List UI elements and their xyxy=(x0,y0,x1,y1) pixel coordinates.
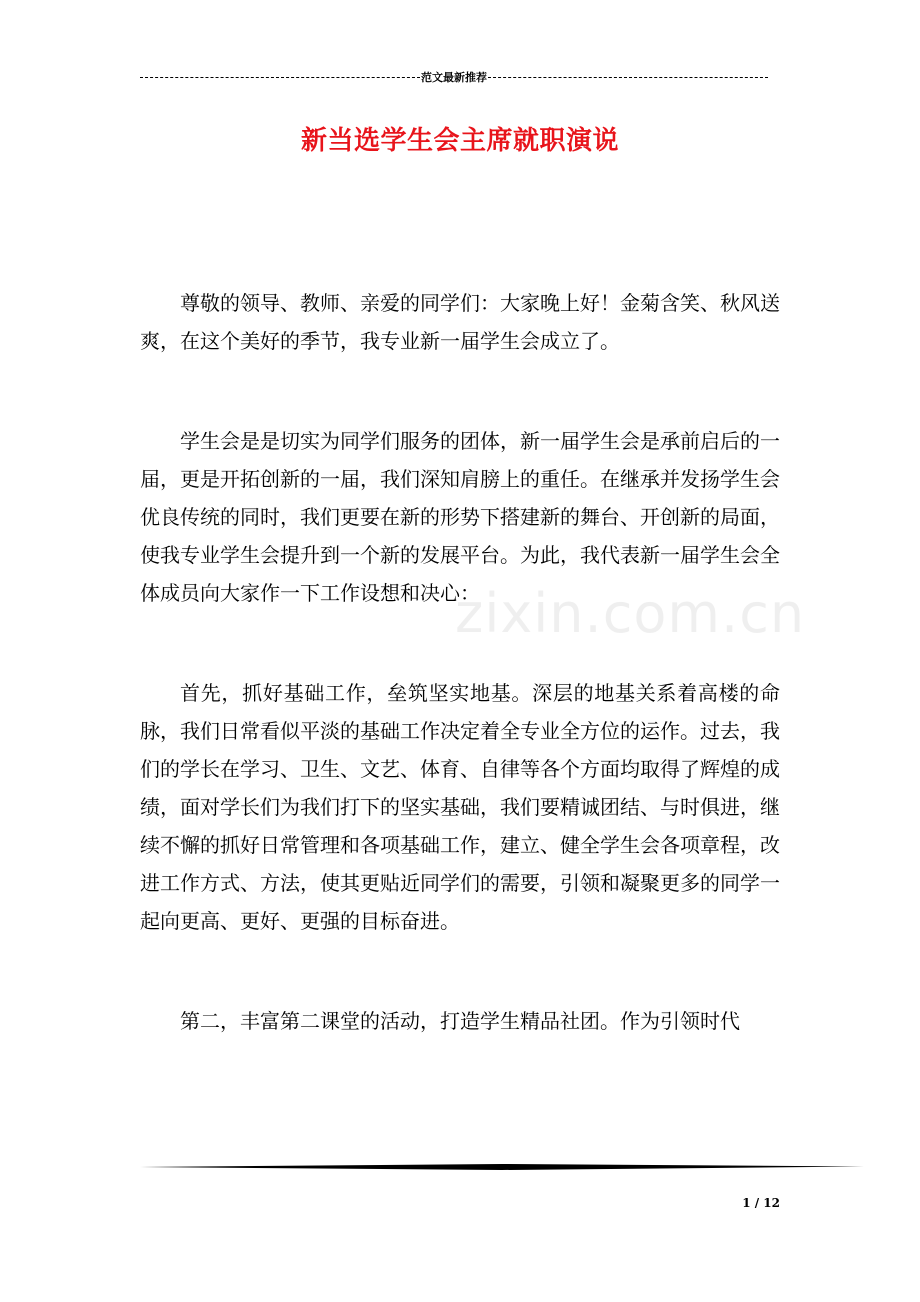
header-dashes-right xyxy=(488,77,768,78)
paragraph: 学生会是是切实为同学们服务的团体，新一届学生会是承前启后的一届，更是开拓创新的一届，我们深知肩膀上的重任。在继承并发扬学生会优良传统的同时，我们更要在新的形势下搭建新的舞台、开创新的局面，使我专业学生会提升到一个新的发展平台。为此，我代表新一届学生会全体成员向大家作一下工作设想和决心： xyxy=(140,429,780,605)
page-header xyxy=(140,69,768,85)
footer-rule xyxy=(140,1160,864,1174)
document-title: 新当选学生会主席就职演说 xyxy=(300,126,619,156)
watermark: zixin.com.cn xyxy=(455,582,806,645)
document-body xyxy=(140,284,780,1102)
paragraph: 第二，丰富第二课堂的活动，打造学生精品社团。作为引领时代 xyxy=(180,1009,740,1033)
header-dashes-left xyxy=(140,77,420,78)
page-number: 1 / 12 xyxy=(742,1196,780,1210)
paragraph: 首先，抓好基础工作，垒筑坚实地基。深层的地基关系着高楼的命脉，我们日常看似平淡的基础工作决定着全专业全方位的运作。过去，我们的学长在学习、卫生、文艺、体育、自律等各个方面均取得了辉煌的成绩，面对学长们为我们打下的坚实基础，我们要精诚团结、与时俱进，继续不懈的抓好日常管理和各项基础工作，建立、健全学生会各项章程，改进工作方式、方法，使其更贴近同学们的需要，引领和凝聚更多的同学一起向更高、更好、更强的目标奋进。 xyxy=(140,681,780,933)
header-label: 范文最新推荐 xyxy=(421,71,487,84)
paragraph: 尊敬的领导、教师、亲爱的同学们：大家晚上好！金菊含笑、秋风送爽，在这个美好的季节，我专业新一届学生会成立了。 xyxy=(140,291,780,353)
